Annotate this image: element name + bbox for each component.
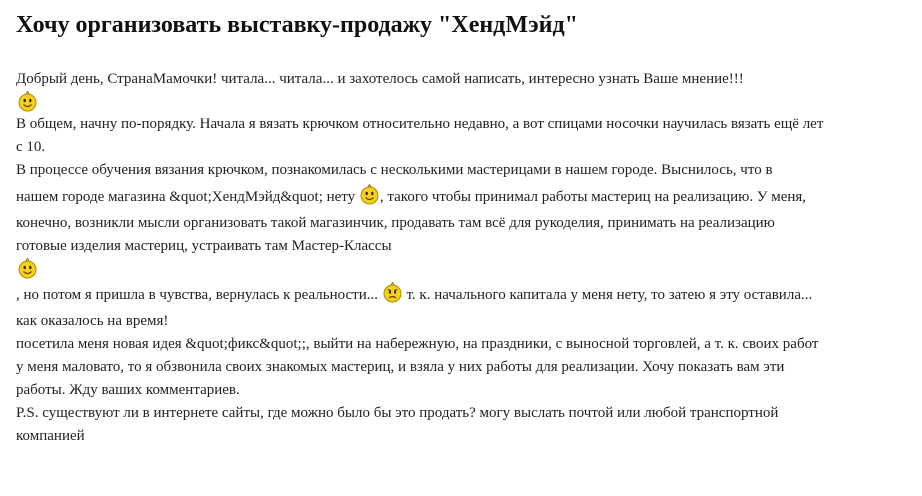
paragraph-line [16, 182, 896, 212]
smiley-icon [359, 184, 380, 205]
paragraph-line: у меня маловато, то я обзвонила своих знакомых мастериц, и взяла у них работы для реализации. Хочу показать вам эти [16, 359, 785, 375]
paragraph-line: компанией [16, 428, 85, 444]
paragraph-line: как оказалось на время! [16, 313, 169, 329]
smiley-row [16, 258, 896, 280]
post-body [16, 68, 896, 448]
paragraph-line: готовые изделия мастериц, устраивать там Мастер-Классы [16, 238, 392, 254]
paragraph-line: В общем, начну по-порядку. Начала я вязать крючком относительно недавно, а вот спицами носочки научилась вязать ещё лет [16, 116, 824, 132]
paragraph-line: работы. Жду ваших комментариев. [16, 382, 240, 398]
text-fragment: нашем городе магазина &quot;ХендМэйд&quot; нету [16, 189, 356, 205]
paragraph-line: конечно, возникли мысли организовать такой магазинчик, продавать там всё для рукоделия, принимать на реализацию [16, 215, 775, 231]
text-fragment: т. к. начального капитала у меня нету, то затею я эту оставила... [406, 287, 813, 303]
smiley-icon [17, 258, 38, 279]
paragraph-line [16, 280, 896, 310]
paragraph-line: посетила меня новая идея &quot;фикс&quot;;, выйти на набережную, на праздники, с выносной торговлей, а т. к. своих работ [16, 336, 819, 352]
paragraph-line: с 10. [16, 139, 46, 155]
paragraph-line: В процессе обучения вязания крючком, познакомилась с несколькими мастерицами в нашем городе. Выснилось, что в [16, 162, 773, 178]
post-title: Хочу организовать выставку-продажу "ХендМэйд" [16, 12, 578, 38]
smiley-row [16, 91, 896, 113]
paragraph-line: Добрый день, СтранаМамочки! читала... читала... и захотелось самой написать, интересно узнать Ваше мнение!!! [16, 71, 744, 87]
smiley-icon [17, 91, 38, 112]
text-fragment: , но потом я пришла в чувства, вернулась к реальности... [16, 287, 378, 303]
paragraph-line: P.S. существуют ли в интернете сайты, где можно было бы это продать? могу выслать почтой или любой транспортной [16, 405, 779, 421]
text-fragment: , такого чтобы принимал работы мастериц на реализацию. У меня, [379, 189, 807, 205]
post [16, 0, 896, 448]
sad-smiley-icon [382, 282, 403, 303]
